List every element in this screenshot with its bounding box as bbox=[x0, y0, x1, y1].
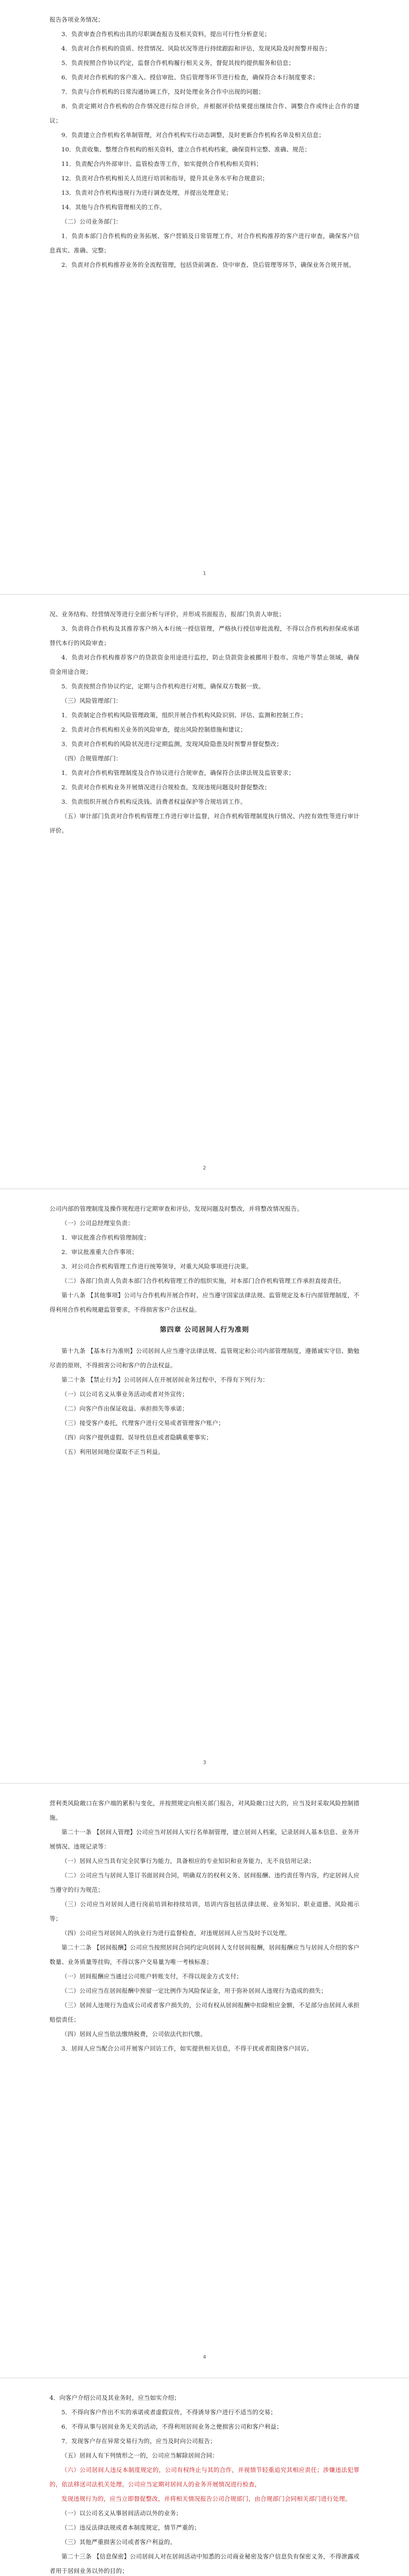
paragraph: 1．审议批准合作机构管理制度； bbox=[61, 1234, 150, 1241]
page-content bbox=[50, 1189, 359, 1459]
document-page bbox=[0, 1189, 409, 1784]
paragraph: （二）公司应当在居间报酬中预留一定比例作为风险保证金，用于弥补居间人违规行为造成的损失； bbox=[61, 1987, 327, 1994]
paragraph: 第二十一条 【居间人管理】公司应当对居间人实行名单制管理，建立居间人档案，记录居间人基本信息、业务开展情况、违规记录等： bbox=[50, 1828, 359, 1850]
page-content bbox=[50, 595, 359, 838]
paragraph: 6．不得从事与居间业务无关的活动，不得利用居间业务之便损害公司和客户利益； bbox=[61, 2423, 283, 2430]
paragraph: 6．负责对合作机构的客户准入、授信审批、贷后管理等环节进行检查，确保符合本行制度要求； bbox=[61, 74, 319, 81]
paragraph: 2．负责对合作机构业务开展情况进行合规检查，发现违规问题及时督促整改； bbox=[61, 784, 271, 791]
paragraph: 7．负责与合作机构的日常沟通协调工作，及时处理业务合作中出现的问题； bbox=[61, 88, 265, 95]
paragraph: 1．负责本部门合作机构的业务拓展、客户营销及日常管理工作，对合作机构推荐的客户进行审查，确保客户信息真实、准确、完整； bbox=[50, 232, 359, 254]
page-content bbox=[50, 1784, 359, 2056]
paragraph: （三）接受客户委托，代理客户进行交易或者管理客户账户； bbox=[61, 1419, 224, 1427]
paragraph: 8．负责定期对合作机构的合作情况进行综合评价，并根据评价结果提出继续合作、调整合作或终止合作的建议； bbox=[50, 103, 359, 124]
page-number: 4 bbox=[203, 2354, 206, 2360]
paragraph: 3．负责审查合作机构出具的尽职调查报告及相关资料，提出可行性分析意见； bbox=[61, 30, 271, 38]
paragraph: （一）居间报酬应当通过公司账户转账支付，不得以现金方式支付； bbox=[61, 1973, 242, 1980]
paragraph: 况、业务结构、经营情况等进行全面分析与评价，并形成书面报告，报部门负责人审批； bbox=[50, 611, 285, 618]
paragraph: （二）各部门负责人负责本部门合作机构管理工作的组织实施，对本部门合作机构管理工作承担直接责任。 bbox=[61, 1277, 345, 1284]
paragraph: 2．负责对合作机构推荐业务的全流程管理，包括贷前调查、贷中审查、贷后管理等环节，确保业务合规开展。 bbox=[61, 261, 355, 268]
paragraph: （四）公司应当对居间人的执业行为进行监督检查，对违规居间人应当及时予以处理。 bbox=[61, 1929, 291, 1937]
paragraph: （三）其他严重损害公司或者客户利益的。 bbox=[61, 2538, 176, 2546]
paragraph: 3．对公司合作机构管理工作进行统筹领导，对重大风险事项进行决策。 bbox=[61, 1263, 253, 1270]
paragraph: （二）公司业务部门： bbox=[61, 218, 122, 225]
paragraph: 营利类风险敞口在客户端的累积与变化，并按照规定向相关部门报告，对风险敞口过大的，应当及时采取风险控制措施。 bbox=[50, 1800, 359, 1821]
paragraph: 3．居间人应当配合公司开展客户回访工作，如实提供相关信息，不得干扰或者阻挠客户回访。 bbox=[61, 2045, 313, 2052]
document-page bbox=[0, 1784, 409, 2378]
paragraph: 公司内部的管理制度及操作规程进行定期审查和评估，发现问题及时整改，并将整改情况报告。 bbox=[50, 1205, 303, 1212]
paragraph: （二）公司应当与居间人签订书面居间合同，明确双方的权利义务、居间报酬、违约责任等内容，约定居间人应当遵守的行为规范； bbox=[50, 1872, 359, 1893]
paragraph: （一）公司总经理室负责： bbox=[61, 1219, 134, 1227]
paragraph: 第十九条 【基本行为准则】公司居间人应当遵守法律法规、监管规定和公司内部管理制度，遵循诚实守信、勤勉尽责的原则，不得损害公司和客户的合法权益。 bbox=[50, 1347, 359, 1369]
paragraph: （四）合规管理部门： bbox=[61, 755, 122, 762]
paragraph: （五）审计部门负责对合作机构管理工作进行审计监督，对合作机构管理制度执行情况、内控有效性等进行审计评价。 bbox=[50, 812, 359, 834]
paragraph: 1．负责制定合作机构风险管理政策，组织开展合作机构风险识别、评估、监测和控制工作； bbox=[61, 711, 307, 719]
paragraph: （一）以公司名义从事居间活动以外的业务； bbox=[61, 2510, 182, 2517]
paragraph: 11．负责配合内外部审计、监管检查等工作，如实提供合作机构相关资料； bbox=[61, 160, 263, 167]
paragraph: 第二十二条 【居间报酬】公司应当按照居间合同约定向居间人支付居间报酬，居间报酬应当与居间人介绍的客户数量、业务质量等挂钩，不得以客户交易量为唯一考核标准； bbox=[50, 1944, 359, 1965]
paragraph: 发现违规行为的，应当立即督促整改，并将相关情况报告公司合规部门，由合规部门会同相关部门进行处理。 bbox=[61, 2495, 351, 2502]
page-number: 1 bbox=[203, 571, 206, 577]
paragraph: 13．负责对合作机构违规行为进行调查处理，并提出处理意见； bbox=[61, 189, 232, 196]
paragraph: 3．负责组织开展合作机构反洗钱、消费者权益保护等合规培训工作。 bbox=[61, 798, 247, 805]
document-page bbox=[0, 595, 409, 1189]
paragraph: 3．负责将合作机构及其推荐客户纳入本行统一授信管理，严格执行授信审批流程，不得以合作机构担保或承诺替代本行的风险审查； bbox=[50, 625, 359, 647]
paragraph: （二）违反法律法规或者本制度规定，情节严重的； bbox=[61, 2524, 201, 2531]
document-page bbox=[0, 2378, 409, 2576]
paragraph: （四）居间人应当依法缴纳税费，公司依法代扣代缴。 bbox=[61, 2030, 206, 2038]
document-page bbox=[0, 0, 409, 595]
paragraph: 2．审议批准重大合作事项； bbox=[61, 1248, 138, 1256]
paragraph: 4．负责对合作机构推荐客户的贷款资金用途进行监控，防止贷款资金被挪用于股市、房地产等禁止领域，确保资金用途合规； bbox=[50, 654, 359, 675]
paragraph: （三）风险管理部门： bbox=[61, 697, 122, 704]
paragraph: 5．负责按照合作协议约定，监督合作机构履行相关义务，督促其按约提供服务和信息； bbox=[61, 59, 295, 66]
paragraph: （六）公司居间人违反本制度规定的，公司有权终止与其的合作，并视情节轻重追究其相应责任；涉嫌违法犯罪的，依法移送司法机关处理。公司应当定期对居间人的业务开展情况进行检查， bbox=[50, 2466, 359, 2488]
paragraph: 3．负责对合作机构的风险状况进行定期监测，发现风险隐患及时预警并督促整改； bbox=[61, 740, 283, 748]
paragraph: 12．负责对合作机构相关人员进行培训和指导，提升其业务水平和合规意识； bbox=[61, 175, 269, 182]
paragraph: 第二十条 【禁止行为】公司居间人在开展居间业务过程中，不得有下列行为： bbox=[61, 1376, 269, 1383]
paragraph: 第十八条 【其他事项】公司与合作机构开展合作时，应当遵守国家法律法规、监管规定及本行内部管理制度，不得利用合作机构规避监管要求，不得损害客户合法权益。 bbox=[50, 1292, 359, 1313]
page-number: 2 bbox=[203, 1165, 206, 1171]
paragraph: 4．向客户介绍公司及其业务时，应当如实介绍； bbox=[50, 2394, 181, 2401]
paragraph: （一）以公司名义从事业务活动或者对外宣传； bbox=[61, 1391, 188, 1398]
paragraph: 2．负责对合作机构相关业务的风险审查，提出风险控制措施和建议； bbox=[61, 726, 247, 733]
paragraph: 1．负责对合作机构管理制度及合作协议进行合规审查，确保符合法律法规及监管要求； bbox=[61, 769, 295, 776]
page-content bbox=[50, 2378, 359, 2576]
paragraph: （三）居间人违规行为造成公司或者客户损失的，公司有权从居间报酬中扣除相应金额，不足部分由居间人承担赔偿责任； bbox=[50, 2002, 359, 2023]
paragraph: 7．发现客户存在异常交易行为的，应当及时向公司报告； bbox=[61, 2437, 217, 2445]
paragraph: 5．不得向客户作出不实的承诺或者虚假宣传，不得诱导客户进行不适当的交易； bbox=[61, 2409, 277, 2416]
paragraph: （一）居间人应当具有完全民事行为能力，具备相应的专业知识和业务能力，无不良信用记录； bbox=[61, 1857, 315, 1865]
paragraph: （三）公司应当对居间人进行岗前培训和持续培训，培训内容包括法律法规、业务知识、职业道德、风险揭示等； bbox=[50, 1901, 359, 1922]
page-content bbox=[50, 0, 359, 272]
paragraph: 9．负责建立合作机构名单制管理，对合作机构实行动态调整，及时更新合作机构名单及相关信息； bbox=[61, 131, 325, 139]
paragraph: （五）居间人有下列情形之一的，公司应当解除居间合同： bbox=[61, 2452, 219, 2459]
page-number: 3 bbox=[203, 1760, 206, 1766]
paragraph: 报告各项业务情况； bbox=[50, 16, 104, 23]
paragraph: （二）向客户作出保证收益、承担损失等承诺； bbox=[61, 1405, 188, 1412]
paragraph: 10．负责收集、整理合作机构的相关资料，建立合作机构档案，确保资料完整、准确、规范； bbox=[61, 146, 311, 153]
paragraph: （五）利用居间地位谋取不正当利益。 bbox=[61, 1448, 164, 1455]
chapter-heading: 第四章 公司居间人行为准则 bbox=[159, 1326, 250, 1334]
paragraph: （四）向客户提供虚假、误导性信息或者隐瞒重要事实； bbox=[61, 1434, 212, 1441]
paragraph: 14．其他与合作机构管理相关的工作。 bbox=[61, 204, 166, 211]
paragraph: 5．负责按照合作协议约定，定期与合作机构进行对账，确保双方数据一致。 bbox=[61, 683, 265, 690]
paragraph: 第二十三条 【信息保密】公司居间人对在居间活动中知悉的公司商业秘密及客户信息负有保密义务，不得泄露或者用于居间业务以外的目的； bbox=[50, 2553, 359, 2574]
paragraph: 4．负责对合作机构的资质、经营情况、风险状况等进行持续跟踪和评估，发现风险及时预警并报告； bbox=[61, 45, 331, 52]
